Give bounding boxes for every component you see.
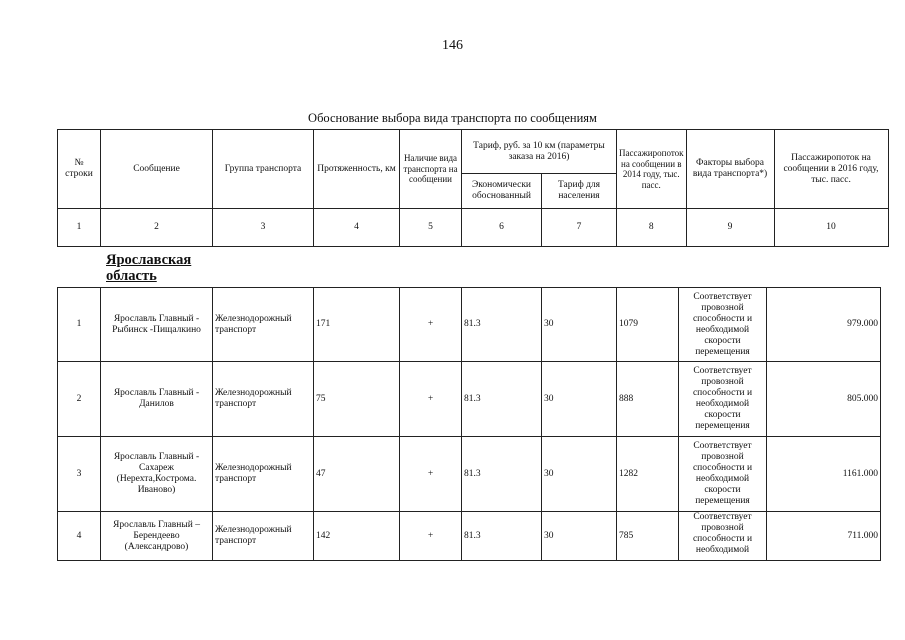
tariff-population-cell: 30	[542, 288, 617, 362]
header-availability: Наличие вида транспорта на сообщении	[400, 130, 462, 209]
row-number: 2	[58, 362, 101, 437]
factors-cell: Соответствует провозной способности и необходимой скорости перемещения	[679, 362, 767, 437]
header-length: Протяженность, км	[314, 130, 400, 209]
header-row-no: № строки	[58, 130, 101, 209]
tariff-population-cell: 30	[542, 512, 617, 561]
header-connection: Сообщение	[101, 130, 213, 209]
length-cell: 142	[314, 512, 400, 561]
table-row	[58, 288, 881, 362]
column-number: 2	[101, 209, 213, 247]
passenger-2016-cell: 711.000	[767, 512, 881, 561]
row-number: 4	[58, 512, 101, 561]
header-factors: Факторы выбора вида транспорта*)	[686, 130, 774, 209]
transport-group-cell: Железнодорожный транспорт	[213, 437, 314, 512]
column-number: 5	[400, 209, 462, 247]
passenger-2014-cell: 888	[617, 362, 679, 437]
factors-cell: Соответствует провозной способности и необходимой	[679, 512, 767, 561]
transport-group-cell: Железнодорожный транспорт	[213, 362, 314, 437]
table-row	[58, 437, 881, 512]
column-number: 10	[774, 209, 888, 247]
region-heading: Ярославская область	[106, 252, 192, 284]
factors-cell: Соответствует провозной способности и необходимой скорости перемещения	[679, 437, 767, 512]
document-title: Обоснование выбора вида транспорта по сообщениям	[308, 111, 597, 125]
page-number: 146	[442, 38, 463, 53]
connection-cell: Ярославль Главный – Берендеево (Александрово)	[101, 512, 213, 561]
tariff-economic-cell: 81.3	[462, 288, 542, 362]
factors-cell: Соответствует провозной способности и необходимой скорости перемещения	[679, 288, 767, 362]
header-tariff-economic: Экономически обоснованный	[462, 174, 542, 209]
transport-group-cell: Железнодорожный транспорт	[213, 512, 314, 561]
passenger-2016-cell: 1161.000	[767, 437, 881, 512]
transport-group-cell: Железнодорожный транспорт	[213, 288, 314, 362]
header-tariff: Тариф, руб. за 10 км (параметры заказа на 2016)	[462, 130, 617, 174]
length-cell: 171	[314, 288, 400, 362]
header-tariff-population: Тариф для населения	[542, 174, 617, 209]
length-cell: 75	[314, 362, 400, 437]
column-number: 7	[542, 209, 617, 247]
header-passenger-2014: Пассажиропоток на сообщении в 2014 году, тыс. пасс.	[617, 130, 687, 209]
row-number: 3	[58, 437, 101, 512]
column-number: 1	[58, 209, 101, 247]
table-body	[57, 287, 881, 561]
availability-cell: +	[400, 288, 462, 362]
header-passenger-2016: Пассажиропоток на сообщении в 2016 году, тыс. пасс.	[774, 130, 888, 209]
column-number: 9	[686, 209, 774, 247]
column-number: 4	[314, 209, 400, 247]
table-row	[58, 362, 881, 437]
passenger-2014-cell: 785	[617, 512, 679, 561]
availability-cell: +	[400, 512, 462, 561]
column-number: 8	[617, 209, 687, 247]
passenger-2016-cell: 979.000	[767, 288, 881, 362]
row-number: 1	[58, 288, 101, 362]
length-cell: 47	[314, 437, 400, 512]
header-transport-group: Группа транспорта	[213, 130, 314, 209]
table-row	[58, 512, 881, 561]
tariff-population-cell: 30	[542, 437, 617, 512]
column-number: 3	[213, 209, 314, 247]
column-number: 6	[462, 209, 542, 247]
connection-cell: Ярославль Главный - Данилов	[101, 362, 213, 437]
tariff-economic-cell: 81.3	[462, 512, 542, 561]
table-header	[57, 129, 889, 247]
tariff-population-cell: 30	[542, 362, 617, 437]
connection-cell: Ярославль Главный - Рыбинск -Пищалкино	[101, 288, 213, 362]
tariff-economic-cell: 81.3	[462, 437, 542, 512]
passenger-2016-cell: 805.000	[767, 362, 881, 437]
passenger-2014-cell: 1079	[617, 288, 679, 362]
connection-cell: Ярославль Главный - Сахареж (Нерехта,Кострома. Иваново)	[101, 437, 213, 512]
availability-cell: +	[400, 362, 462, 437]
passenger-2014-cell: 1282	[617, 437, 679, 512]
availability-cell: +	[400, 437, 462, 512]
tariff-economic-cell: 81.3	[462, 362, 542, 437]
